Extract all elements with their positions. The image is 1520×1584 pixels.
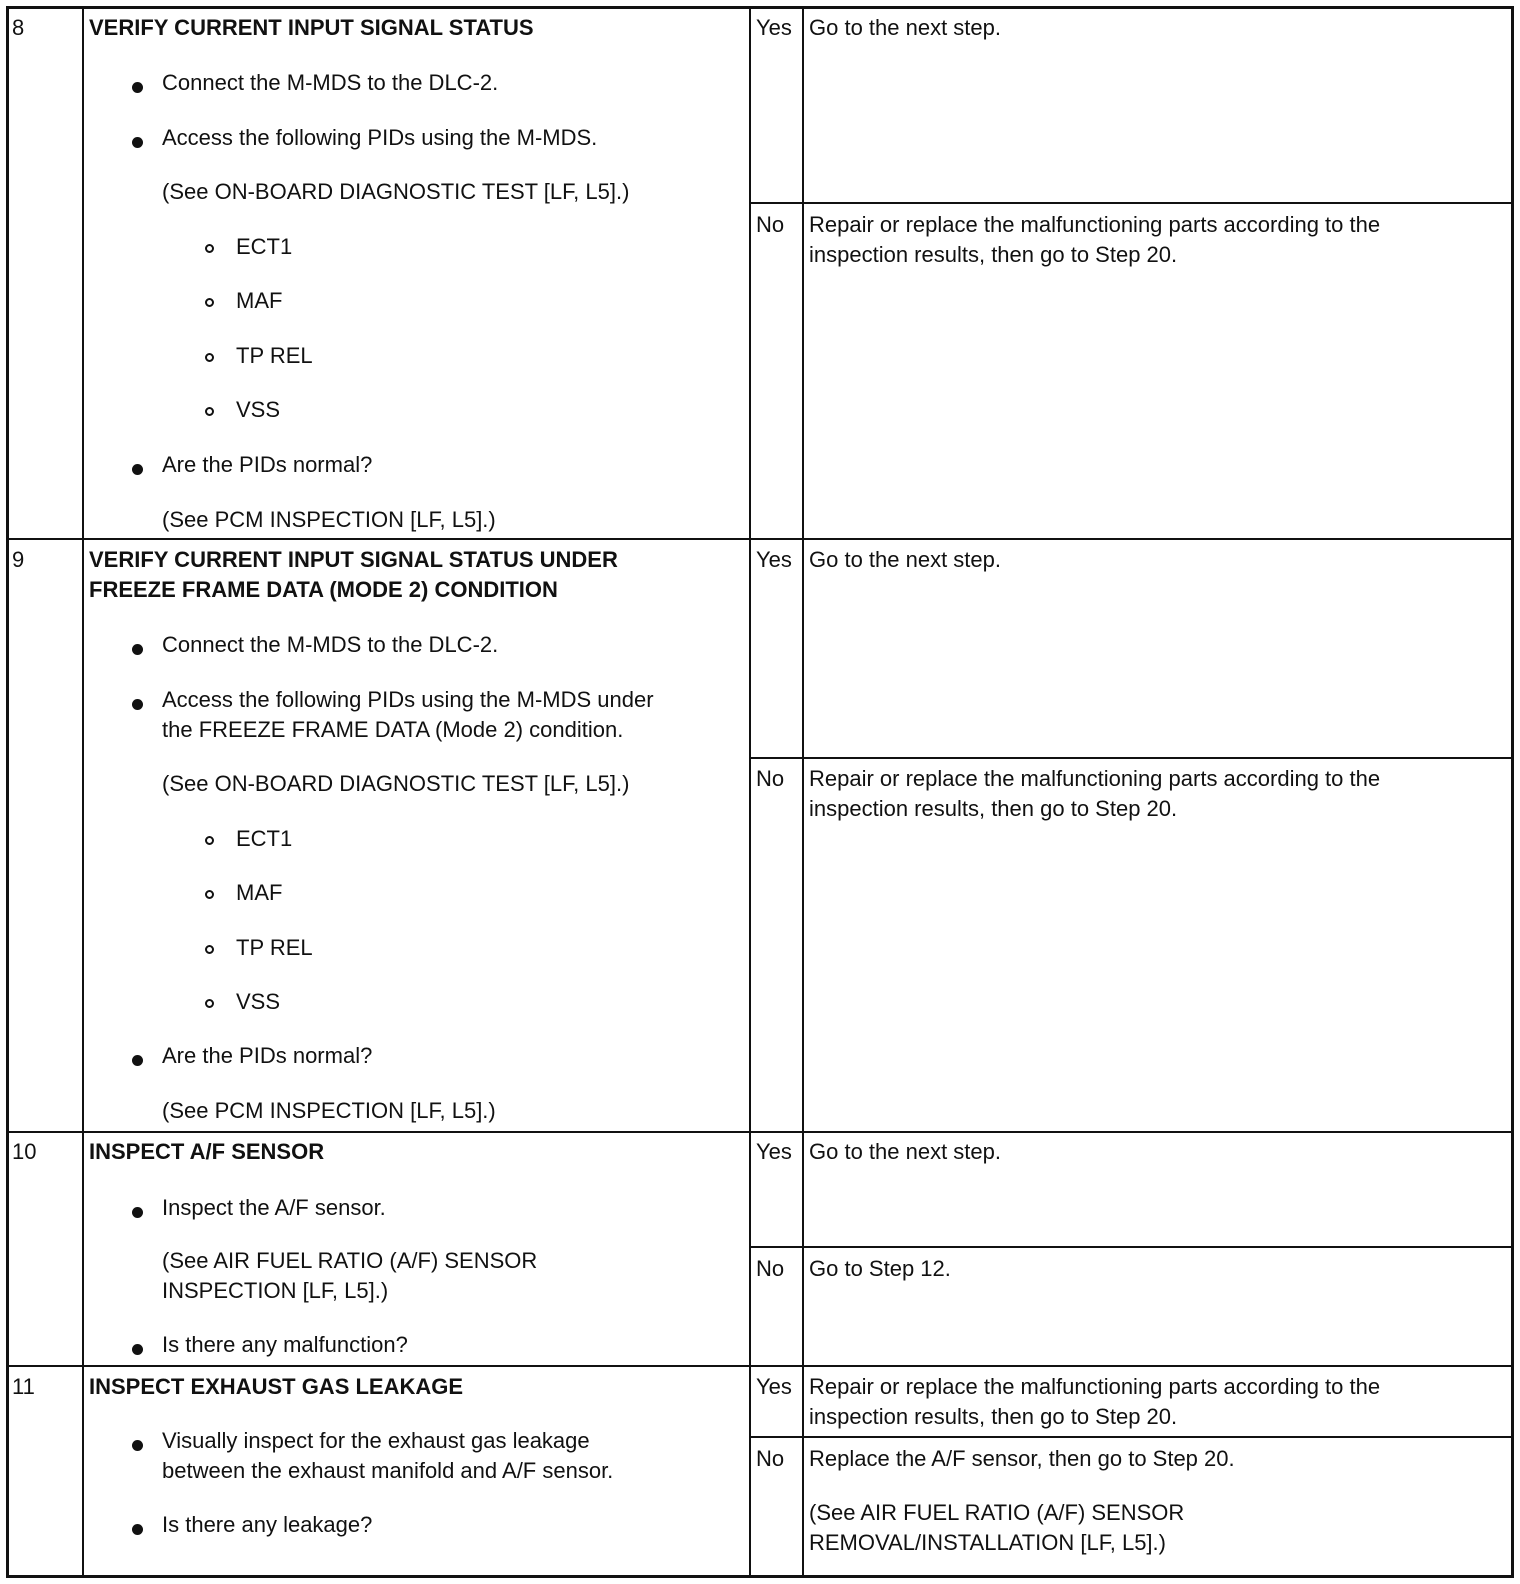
bullet-icon [132, 82, 143, 93]
step-instruction: the FREEZE FRAME DATA (Mode 2) condition. [162, 717, 624, 742]
yes-label: Yes [756, 15, 792, 40]
column-divider [82, 6, 84, 1578]
bullet-icon [132, 1344, 143, 1355]
yes-no-divider [749, 202, 1514, 204]
column-divider [749, 6, 751, 1578]
reference-note: (See PCM INSPECTION [LF, L5].) [162, 507, 496, 532]
sub-bullet-icon [205, 298, 214, 307]
row-divider [6, 538, 1514, 540]
no-label: No [756, 1446, 785, 1471]
step-instruction: between the exhaust manifold and A/F sensor. [162, 1458, 614, 1483]
no-action: Go to Step 12. [809, 1256, 951, 1281]
yes-label: Yes [756, 1139, 792, 1164]
step-instruction: Inspect the A/F sensor. [162, 1195, 386, 1220]
sub-bullet-icon [205, 890, 214, 899]
pid-item: TP REL [236, 343, 313, 368]
reference-note: (See PCM INSPECTION [LF, L5].) [162, 1098, 496, 1123]
step-title: VERIFY CURRENT INPUT SIGNAL STATUS UNDER [89, 547, 618, 572]
bullet-icon [132, 137, 143, 148]
yes-action: Go to the next step. [809, 1139, 1002, 1164]
bullet-icon [132, 1440, 143, 1451]
pid-item: VSS [236, 397, 281, 422]
yes-no-divider [749, 757, 1514, 759]
step-number: 9 [12, 547, 25, 572]
step-number: 8 [12, 15, 25, 40]
bullet-icon [132, 1055, 143, 1066]
step-title: INSPECT A/F SENSOR [89, 1139, 325, 1164]
step-title: VERIFY CURRENT INPUT SIGNAL STATUS [89, 15, 534, 40]
reference-note: REMOVAL/INSTALLATION [LF, L5].) [809, 1530, 1166, 1555]
yes-no-divider [749, 1246, 1514, 1248]
yes-no-divider [749, 1436, 1514, 1438]
reference-note: (See ON-BOARD DIAGNOSTIC TEST [LF, L5].) [162, 179, 630, 204]
row-divider [6, 1131, 1514, 1133]
step-number: 10 [12, 1139, 37, 1164]
reference-note: (See AIR FUEL RATIO (A/F) SENSOR [809, 1500, 1185, 1525]
step-question: Are the PIDs normal? [162, 452, 373, 477]
step-instruction: Visually inspect for the exhaust gas leakage [162, 1428, 590, 1453]
no-label: No [756, 766, 785, 791]
pid-item: TP REL [236, 935, 313, 960]
step-question: Is there any malfunction? [162, 1332, 408, 1357]
sub-bullet-icon [205, 353, 214, 362]
step-title: FREEZE FRAME DATA (MODE 2) CONDITION [89, 577, 558, 602]
troubleshooting-table [6, 6, 1514, 1578]
sub-bullet-icon [205, 836, 214, 845]
no-action: inspection results, then go to Step 20. [809, 242, 1178, 267]
sub-bullet-icon [205, 407, 214, 416]
pid-item: ECT1 [236, 234, 293, 259]
step-question: Is there any leakage? [162, 1512, 373, 1537]
no-action: Repair or replace the malfunctioning parts according to the [809, 212, 1381, 237]
no-action: inspection results, then go to Step 20. [809, 796, 1178, 821]
pid-item: VSS [236, 989, 281, 1014]
reference-note: INSPECTION [LF, L5].) [162, 1278, 389, 1303]
sub-bullet-icon [205, 945, 214, 954]
bullet-icon [132, 1524, 143, 1535]
step-number: 11 [12, 1374, 35, 1399]
yes-action: inspection results, then go to Step 20. [809, 1404, 1178, 1429]
bullet-icon [132, 644, 143, 655]
yes-label: Yes [756, 547, 792, 572]
no-action: Repair or replace the malfunctioning parts according to the [809, 766, 1381, 791]
yes-label: Yes [756, 1374, 792, 1399]
step-instruction: Access the following PIDs using the M-MDS under [162, 687, 654, 712]
bullet-icon [132, 464, 143, 475]
sub-bullet-icon [205, 999, 214, 1008]
reference-note: (See ON-BOARD DIAGNOSTIC TEST [LF, L5].) [162, 771, 630, 796]
pid-item: ECT1 [236, 826, 293, 851]
pid-item: MAF [236, 880, 283, 905]
step-question: Are the PIDs normal? [162, 1043, 373, 1068]
yes-action: Go to the next step. [809, 15, 1002, 40]
step-instruction: Connect the M-MDS to the DLC-2. [162, 70, 499, 95]
column-divider [802, 6, 804, 1578]
step-instruction: Access the following PIDs using the M-MDS. [162, 125, 598, 150]
bullet-icon [132, 699, 143, 710]
reference-note: (See AIR FUEL RATIO (A/F) SENSOR [162, 1248, 538, 1273]
row-divider [6, 1365, 1514, 1367]
sub-bullet-icon [205, 244, 214, 253]
no-action: Replace the A/F sensor, then go to Step 20. [809, 1446, 1235, 1471]
no-label: No [756, 212, 785, 237]
yes-action: Go to the next step. [809, 547, 1002, 572]
step-instruction: Connect the M-MDS to the DLC-2. [162, 632, 499, 657]
yes-action: Repair or replace the malfunctioning parts according to the [809, 1374, 1381, 1399]
pid-item: MAF [236, 288, 283, 313]
step-title: INSPECT EXHAUST GAS LEAKAGE [89, 1374, 464, 1399]
no-label: No [756, 1256, 785, 1281]
bullet-icon [132, 1207, 143, 1218]
